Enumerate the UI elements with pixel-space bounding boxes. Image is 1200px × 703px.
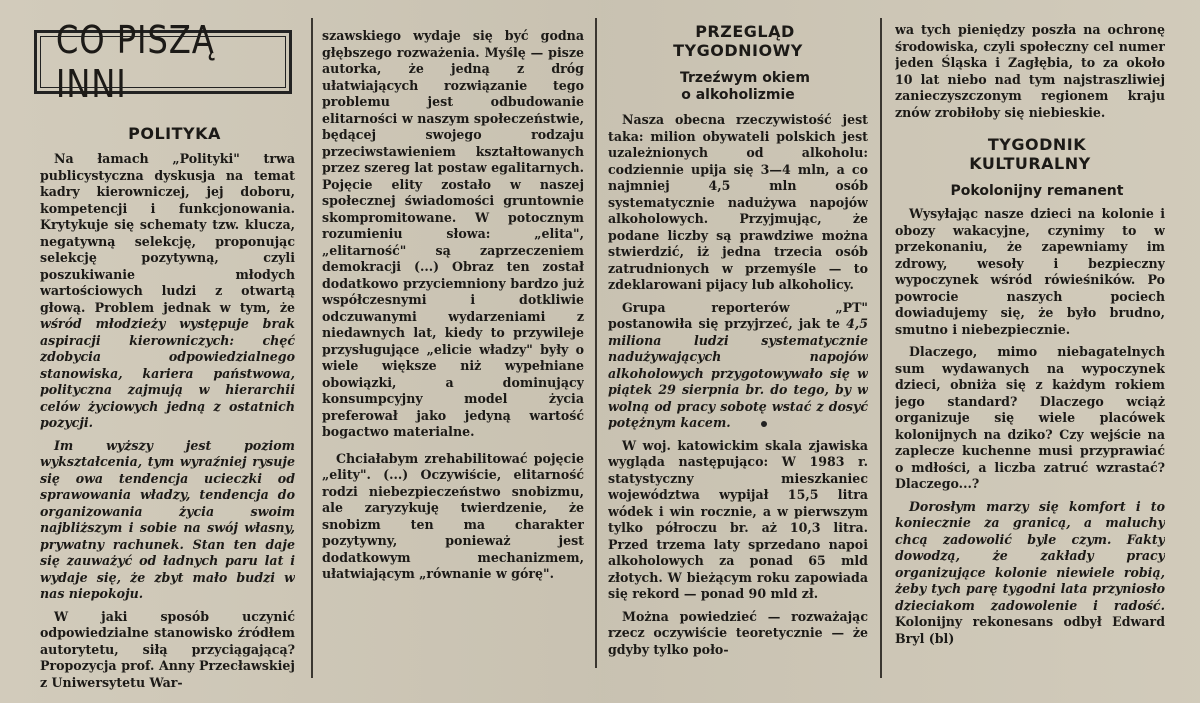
column-rule xyxy=(311,18,313,678)
column-rule xyxy=(595,18,597,668)
paragraph: Wysyłając nasze dzieci na kolonie i obozy wakacyjne, czynimy to w przekonaniu, że zapewniamy im zdrowy, wesoły i bezpieczny wypoczynek wśród rówieśników. Po powrocie naszych pociech dowiadujemy się, że było brudno, smutno i niebezpiecznie. xyxy=(895,206,1165,337)
paragraph: Na łamach „Polityki" trwa publicystyczna dyskusja na temat kadry kierowniczej, jej doboru, kompetencji i funkcjonowania. Krytykuje się schematy tzw. klucza, negatywną selekcję, proponując selekcję pozytywną, czyli poszukiwanie młodych wartościowych ludzi z otwartą głową. Problem jednak w tym, że wśród młodzieży występuje brak aspiracji kierowniczych: chęć zdobycia odpowiedzialnego stanowiska, kariera państwowa, polityczna zajmują w hierarchii celów życiowych jedną z ostatnich pozycji. xyxy=(40,151,295,430)
masthead-box xyxy=(34,18,292,106)
paragraph: Nasza obecna rzeczywistość jest taka: milion obywateli polskich jest uzależnionych od alkoholu: codziennie upija się 3—4 mln, a co najmniej 4,5 mln osób systematycznie nadużywa napojów alkoholowych. Przyjmując, że podane liczby są prawdziwe można stwierdzić, iż jedna trzecia osób zatrudnionych w przemyśle — to zdeklarowani pijacy lub alkoholicy. xyxy=(608,112,868,292)
column-rule xyxy=(880,18,882,678)
paragraph-italic: Im wyższy jest poziom wykształcenia, tym wyraźniej rysuje się owa tendencja ucieczki od sprawowania władzy, tendencja do organizowania życia swoim najbliższym i sobie na swój własny, prywatny rachunek. Stan ten daje się zauważyć od ładnych paru lat i wydaje się, że zbyt mało budzi w nas niepokoju. xyxy=(40,437,295,601)
paragraph: Grupa reporterów „PT" postanowiła się przyjrzeć, jak te 4,5 miliona ludzi systematycznie nadużywających napojów alkoholowych przygotowywało się w piątek 29 sierpnia br. do tego, by w wolną od pracy sobotę wstać z dosyć potężnym kacem. xyxy=(608,299,868,430)
article-subheading: Pokolonijny remanent xyxy=(950,183,1124,199)
column-3 xyxy=(608,22,868,703)
section-heading-polityka: POLITYKA xyxy=(128,124,221,143)
paragraph: szawskiego wydaje się być godna głębszego rozważenia. Myślę — pisze autorka, że jedną z dróg ułatwiających rozwiązanie tego problemu jest odbudowanie elitarności w naszym społeczeństwie, będącej swojego rodzaju przeciwstawieniem kształtowanych przez szereg lat postaw egalitarnych. Pojęcie elity zostało w naszej społecznej świadomości gruntownie skompromitowane. W potocznym rozumieniu słowa: „elita", „elitarność" są zaprzeczeniem demokracji (...) Obraz ten został dodatkowo przyciemniony bardzo już współczesnymi i dotkliwie odczuwanymi wydarzeniami z niedawnych lat, kiedy to przywileje przysługujące „elicie władzy" były o wiele większe niż wypełniane obowiązki, a dominujący konsumpcyjny model życia preferował jako jedyną wartość bogactwo materialne. xyxy=(322,28,584,439)
bullet-mark xyxy=(761,421,767,427)
paragraph: Można powiedzieć — rozważając rzecz oczywiście teoretycznie — że gdyby tylko poło- xyxy=(608,608,868,657)
section-heading-tygodnik-kulturalny: TYGODNIK KULTURALNY xyxy=(969,135,1091,173)
paragraph: W woj. katowickim skala zjawiska wygląda następująco: W 1983 r. statystyczny mieszkaniec województwa wypijał 15,5 litra wódek i win rocznie, a w pierwszym tylko półroczu br. aż 10,3 litra. Przed trzema laty sprzedano napoi alkoholowych za ponad 65 mld złotych. W bieżącym roku zapowiada się rekord — ponad 90 mld zł. xyxy=(608,437,868,601)
paragraph: Chciałabym zrehabilitować pojęcie „elity". (...) Oczywiście, elitarność rodzi niebezpieczeństwo snobizmu, ale zaryzykuję twierdzenie, że snobizm ten ma charakter pozytywny, ponieważ jest dodatkowym mechanizmem, ułatwiającym „równanie w górę". xyxy=(322,450,584,581)
paragraph: W jaki sposób uczynić odpowiedzialne stanowisko źródłem autorytetu, siłą przyciągającą? Propozycja prof. Anny Przecławskiej z Uniwersytetu War- xyxy=(40,608,295,690)
paragraph: Dorosłym marzy się komfort i to koniecznie za granicą, a maluchy chcą zadowolić byle czym. Fakty dowodzą, że zakłady pracy organizujące kolonie niewiele robią, żeby tych parę tygodni lata przyniosło dzieciakom zadowolenie i radość. Kolonijny rekonesans odbył Edward Bryl (bl) xyxy=(895,498,1165,646)
paragraph: wa tych pieniędzy poszła na ochronę środowiska, czyli społeczny cel numer jeden Śląska i Zagłębia, to za około 10 lat niebo nad tym najstraszliwiej zanieczyszczonym regionem kraju znów zrobiłoby się niebieskie. xyxy=(895,22,1165,120)
masthead-title: CO PISZĄ INNI xyxy=(55,18,215,106)
column-4 xyxy=(895,22,1165,703)
paragraph: Dlaczego, mimo niebagatelnych sum wydawanych na wypoczynek dzieci, obniża się z każdym rokiem jego standard? Dlaczego wciąż organizuje się wiele placówek kolonijnych na dziko? Czy wejście na zaplecze kuchenne musi przyprawiać o mdłości, a liczba zatruć wzrastać? Dlaczego...? xyxy=(895,344,1165,491)
article-subheading: Trzeźwym okiem o alkoholizmie xyxy=(679,70,811,103)
column-1 xyxy=(40,124,295,703)
section-heading-przeglad-tygodniowy: PRZEGLĄD TYGODNIOWY xyxy=(673,22,803,60)
column-2 xyxy=(322,28,584,703)
